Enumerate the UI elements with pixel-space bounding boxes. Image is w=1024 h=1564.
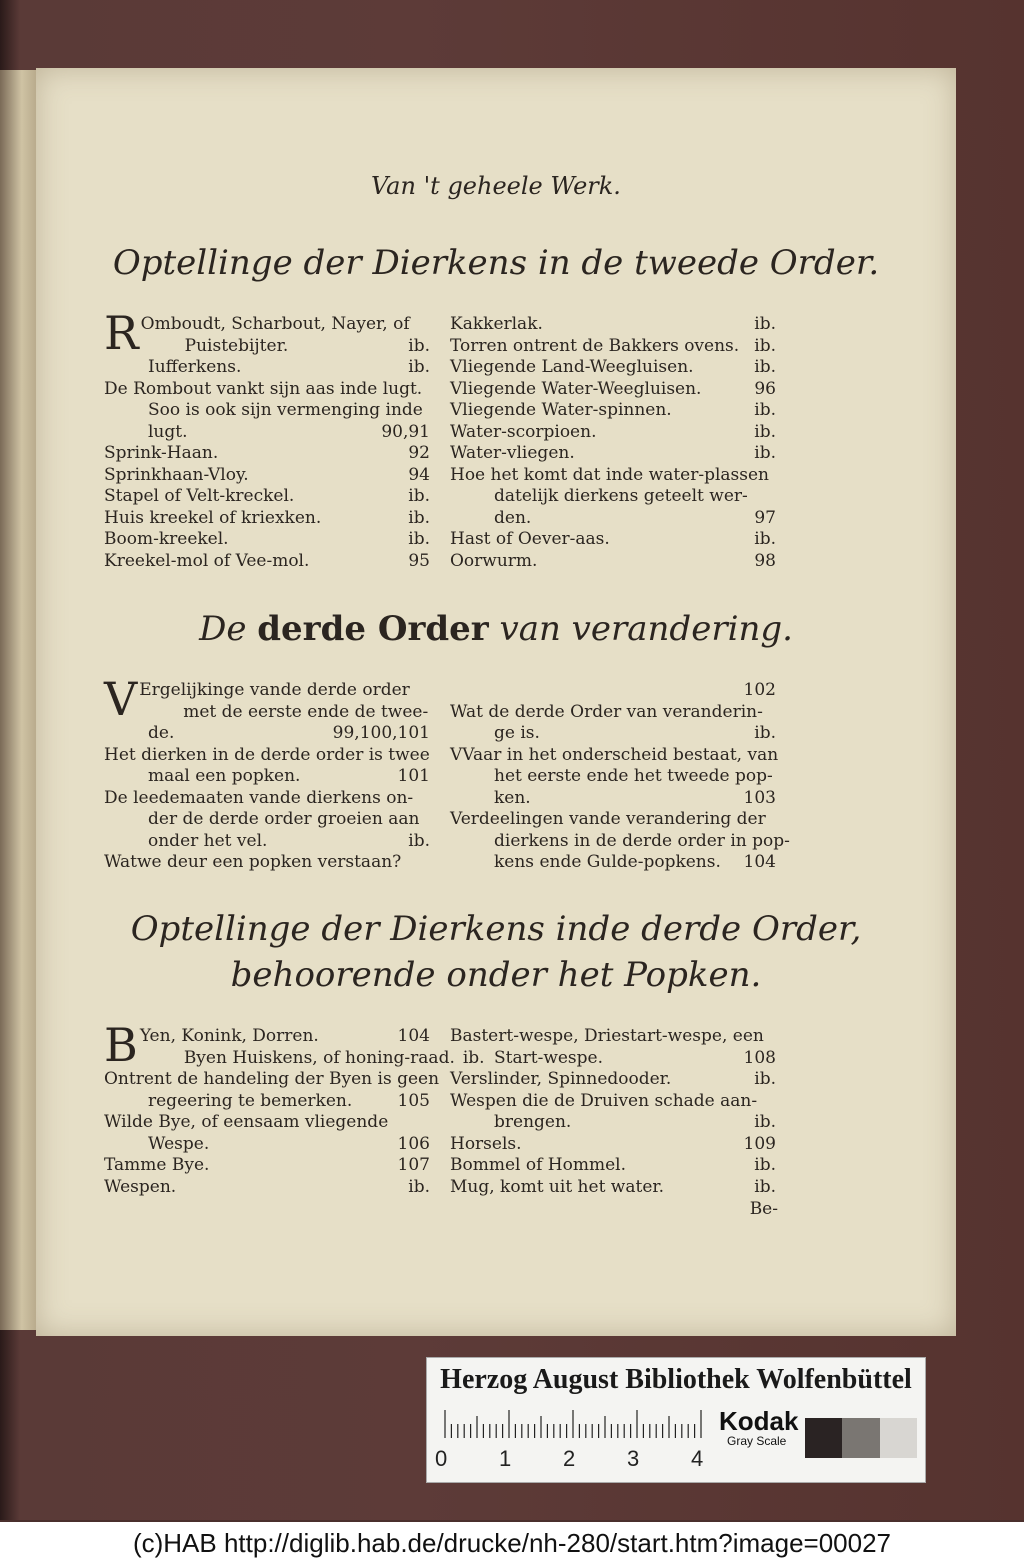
entry-text: Omboudt, Scharbout, Nayer, of: [140, 314, 410, 334]
list-item: [450, 465, 776, 487]
list-item: [450, 830, 790, 853]
catchword: Be-: [749, 1199, 778, 1219]
list-second-order-left: [104, 306, 430, 572]
page-reference: 99,100,101: [332, 723, 430, 743]
entry-text: lugt.: [148, 421, 188, 442]
entry-text: met de eerste ende de twee-: [183, 701, 429, 722]
list-item: [104, 766, 430, 788]
gray-scale-swatches: [805, 1418, 917, 1458]
entry-text: ken.: [494, 787, 531, 808]
entry-text: Vliegende Land-Weegluisen.: [450, 357, 694, 377]
library-name: Herzog August Bibliothek Wolfenbüttel: [440, 1364, 912, 1395]
page-reference: ib.: [754, 335, 776, 356]
list-item: [450, 1091, 776, 1113]
ruler-numbers: [435, 1446, 725, 1470]
page-reference: ib.: [754, 1155, 776, 1175]
list-item: [450, 744, 779, 767]
gray-swatch: [805, 1418, 842, 1458]
list-item: [450, 443, 776, 465]
list-item: [450, 1026, 776, 1048]
entry-text: kens ende Gulde-popkens.: [494, 852, 721, 872]
list-item: [450, 422, 776, 444]
list-item: [450, 723, 776, 745]
entry-text: Wespe.: [148, 1133, 210, 1154]
entry-text: Boom-kreekel.: [104, 529, 229, 549]
entry-text: brengen.: [494, 1112, 572, 1132]
list-item: [140, 1047, 485, 1070]
list-item: [104, 809, 430, 831]
page-reference: ib.: [408, 335, 430, 356]
page-reference: 105: [397, 1090, 430, 1111]
entry-text: [450, 680, 736, 702]
page-reference: ib.: [408, 830, 430, 851]
list-item: [104, 852, 430, 874]
adjacent-page-edge: [0, 70, 36, 1330]
entry-text: Wilde Bye, of eensaam vliegende: [104, 1112, 389, 1132]
list-third-order-left: [104, 672, 430, 874]
ruler-number: 4: [691, 1446, 704, 1471]
list-item: [450, 788, 776, 810]
page-reference: ib.: [754, 723, 776, 743]
page-reference: 97: [754, 507, 776, 528]
heading-third-order-list-line1: Optellinge der Dierkens inde derde Order,: [130, 909, 862, 949]
list-item: [450, 1069, 776, 1091]
entry-text: ge is.: [494, 723, 540, 743]
list-item: [450, 1155, 776, 1177]
page-reference: ib.: [754, 529, 776, 549]
entry-text: Sprinkhaan-Vloy.: [104, 464, 249, 485]
list-second-order-right: [450, 314, 776, 572]
list-item: [141, 314, 430, 336]
entry-text: der de derde order groeien aan: [148, 809, 420, 829]
list-item: [450, 336, 776, 358]
entry-text: Bommel of Hommel.: [450, 1155, 627, 1175]
page-reference: 109: [743, 1133, 776, 1154]
entry-text: Wat de derde Order van veranderin-: [450, 701, 763, 722]
book-page: [36, 68, 956, 1336]
running-head: Van 't geheele Werk.: [371, 172, 621, 200]
page-reference: 103: [743, 787, 776, 808]
list-item: [450, 486, 776, 508]
heading-second-order-list: Optellinge der Dierkens in de tweede Order.: [112, 243, 880, 283]
list-popken-left: [104, 1018, 485, 1198]
list-item: [104, 529, 430, 551]
drop-cap: B: [104, 1018, 138, 1072]
list-item: [450, 1134, 776, 1156]
list-item: [450, 357, 776, 379]
entry-text: Huis kreekel of kriexken.: [104, 507, 322, 528]
list-item: [450, 551, 776, 573]
list-item: [104, 1069, 440, 1091]
kodak-logo: Kodak: [719, 1406, 799, 1436]
entry-text: maal een popken.: [148, 766, 301, 786]
list-item: [450, 1048, 776, 1070]
entry-text: Oorwurm.: [450, 550, 538, 571]
entry-text: Iufferkens.: [148, 357, 242, 377]
entry-text: Hoe het komt dat inde water-plassen: [450, 464, 770, 485]
entry-text: Kakkerlak.: [450, 314, 543, 334]
gray-swatch: [842, 1418, 879, 1458]
list-third-order-right: [450, 680, 790, 874]
entry-text: den.: [494, 507, 532, 528]
entry-text: Horsels.: [450, 1133, 522, 1154]
entry-text: datelijk dierkens geteelt wer-: [494, 486, 748, 506]
entry-text: Vliegende Water-Weegluisen.: [450, 378, 702, 399]
list-item: [450, 508, 776, 530]
entry-text: regeering te bemerken.: [148, 1090, 353, 1111]
gray-scale-label: Gray Scale: [727, 1434, 787, 1448]
entry-text: Verslinder, Spinnedooder.: [450, 1069, 672, 1089]
heading-third-order-list: [36, 906, 956, 998]
entry-text: Byen Huiskens, of honing-raad.: [183, 1047, 455, 1068]
entry-text: Stapel of Velt-kreckel.: [104, 486, 295, 506]
list-item: [450, 400, 776, 422]
entry-text: Hast of Oever-aas.: [450, 529, 610, 549]
entry-text: Ontrent de handeling der Byen is geen: [104, 1069, 440, 1089]
page-reference: ib.: [408, 1176, 430, 1197]
page-reference: ib.: [754, 1112, 776, 1132]
drop-cap: V: [104, 672, 138, 726]
page-reference: ib.: [754, 443, 776, 463]
entry-text: De Rombout vankt sijn aas inde lugt.: [104, 378, 423, 399]
list-item: [104, 1177, 430, 1199]
page-reference: 101: [397, 766, 430, 786]
entry-text: Water-vliegen.: [450, 443, 575, 463]
entry-text: Puistebijter.: [184, 335, 289, 356]
page-reference: ib.: [754, 1176, 776, 1197]
ruler-number: 2: [563, 1446, 576, 1471]
entry-text: Mug, komt uit het water.: [450, 1176, 665, 1197]
heading-third-order-pre: De: [199, 609, 247, 649]
list-item: [104, 486, 430, 508]
entry-text: Soo is ook sijn vermenging inde: [148, 400, 423, 420]
list-item: [450, 680, 776, 702]
entry-text: Kreekel-mol of Vee-mol.: [104, 550, 310, 571]
page-reference: 96: [754, 378, 776, 399]
page-reference: ib.: [408, 507, 430, 528]
page-reference: ib.: [408, 486, 430, 506]
page-reference: ib.: [462, 1047, 485, 1068]
entry-text: dierkens in de derde order in pop-: [494, 830, 790, 851]
entry-text: Vliegende Water-spinnen.: [450, 400, 672, 420]
list-item: [104, 551, 430, 573]
list-item: [450, 702, 776, 724]
entry-text: Tamme Bye.: [104, 1155, 210, 1175]
page-reference: 107: [397, 1155, 430, 1175]
list-item: [104, 831, 430, 853]
list-item: [104, 508, 430, 530]
page-reference: ib.: [754, 314, 776, 334]
page-reference: ib.: [754, 421, 776, 442]
heading-third-order-blackletter: derde Order: [257, 609, 489, 649]
entry-text: Het dierken in de derde order is twee: [104, 744, 430, 765]
heading-third-order-post: van verandering.: [499, 609, 793, 649]
list-item: [104, 788, 430, 810]
page-reference: 104: [397, 1026, 430, 1046]
entry-text: Wespen die de Druiven schade aan-: [450, 1090, 758, 1111]
page-reference: 95: [408, 550, 430, 571]
entry-text: Wespen.: [104, 1176, 177, 1197]
entry-text: Yen, Konink, Dorren.: [139, 1026, 319, 1046]
list-item: [104, 1091, 430, 1113]
page-reference: ib.: [408, 357, 430, 377]
list-item: [104, 357, 430, 379]
entry-text: onder het vel.: [148, 830, 268, 851]
entry-text: het eerste ende het tweede pop-: [494, 766, 773, 786]
list-item: [104, 443, 430, 465]
gray-swatch: [880, 1418, 917, 1458]
entry-text: De leedemaaten vande dierkens on-: [104, 787, 414, 808]
list-item: [104, 465, 430, 487]
entry-text: Verdeelingen vande verandering der: [450, 809, 766, 829]
list-item: [450, 1177, 776, 1199]
list-item: [104, 723, 430, 745]
list-item: [450, 852, 776, 874]
list-item: [450, 314, 776, 336]
heading-third-order: [36, 606, 956, 652]
list-item: [104, 379, 430, 401]
entry-text: VVaar in het onderscheid bestaat, van: [450, 744, 779, 765]
entry-text: Water-scorpioen.: [450, 421, 597, 442]
library-color-label: [426, 1357, 926, 1483]
page-reference: 102: [743, 680, 776, 700]
heading-third-order-list-line2: behoorende onder het Popken.: [230, 955, 762, 995]
page-reference: ib.: [408, 529, 430, 549]
entry-text: Ergelijkinge vande derde order: [139, 680, 410, 700]
list-item: [104, 1155, 430, 1177]
list-item: [450, 529, 776, 551]
list-item: [450, 766, 776, 788]
list-item: [104, 422, 430, 444]
ruler-scale: [441, 1408, 711, 1438]
list-item: [104, 1112, 430, 1134]
page-reference: 92: [408, 443, 430, 463]
page-reference: 108: [743, 1047, 776, 1068]
list-item: [450, 379, 776, 401]
list-item: [104, 745, 430, 767]
drop-cap: R: [104, 306, 139, 360]
page-reference: ib.: [754, 400, 776, 420]
page-reference: 98: [754, 550, 776, 571]
list-item: [139, 680, 430, 702]
ruler-number: 3: [627, 1446, 640, 1471]
list-popken-right: [450, 1026, 776, 1198]
entry-text: Watwe deur een popken verstaan?: [104, 852, 402, 872]
list-item: [104, 400, 430, 422]
list-item: [450, 1112, 776, 1134]
entry-text: Bastert-wespe, Driestart-wespe, een: [450, 1026, 764, 1046]
ruler-number: 1: [499, 1446, 512, 1471]
page-reference: 104: [743, 852, 776, 872]
list-item: [141, 336, 430, 358]
page-reference: ib.: [754, 357, 776, 377]
ruler-number: 0: [435, 1446, 448, 1471]
list-item: [104, 1134, 430, 1156]
entry-text: Sprink-Haan.: [104, 443, 219, 463]
list-item: [139, 702, 430, 724]
entry-text: Start-wespe.: [494, 1047, 603, 1068]
entry-text: Torren ontrent de Bakkers ovens.: [450, 335, 740, 356]
page-reference: 106: [397, 1133, 430, 1154]
page-reference: 90,91: [381, 421, 430, 442]
source-url-footer[interactable]: (c)HAB http://diglib.hab.de/drucke/nh-280/start.htm?image=00027: [0, 1522, 1024, 1564]
list-item: [450, 809, 776, 831]
page-reference: ib.: [754, 1069, 776, 1089]
entry-text: de.: [148, 723, 175, 743]
page-reference: 94: [408, 464, 430, 485]
list-item: [140, 1026, 430, 1048]
